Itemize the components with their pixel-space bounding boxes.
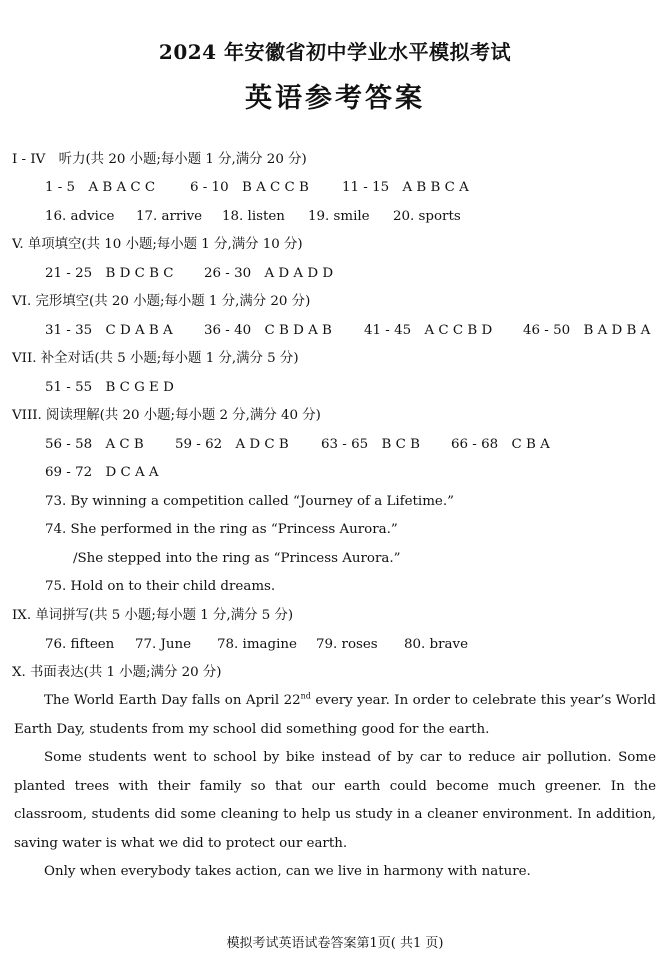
section-heading-writing: X. 书面表达(共 1 小题;满分 20 分) [12, 665, 222, 680]
answer-word: 18. listen [222, 209, 285, 224]
section-heading-listening: I - IV 听力(共 20 小题;每小题 1 分,满分 20 分) [12, 152, 307, 167]
section-heading-single-choice: V. 单项填空(共 10 小题;每小题 1 分,满分 10 分) [12, 237, 303, 252]
exam-title: 2024 年安徽省初中学业水平模拟考试 [158, 40, 512, 64]
answer-word: 77. June [135, 637, 192, 652]
section-heading-dialogue: VII. 补全对话(共 5 小题;每小题 1 分,满分 5 分) [12, 351, 299, 366]
answer-sentence-74-alt: /She stepped into the ring as “Princess Aurora.” [73, 551, 401, 566]
answer-group: 6 - 10 B A C C B [190, 180, 309, 195]
section-heading-spelling: IX. 单词拼写(共 5 小题;每小题 1 分,满分 5 分) [12, 608, 294, 623]
answer-word: 20. sports [393, 209, 461, 224]
answer-group: 63 - 65 B C B [321, 437, 420, 452]
answer-group: 66 - 68 C B A [451, 437, 550, 452]
section-heading-reading: VIII. 阅读理解(共 20 小题;每小题 2 分,满分 40 分) [12, 408, 321, 423]
answer-word: 79. roses [316, 637, 378, 652]
answer-group: 56 - 58 A C B [45, 437, 144, 452]
answer-group: 1 - 5 A B A C C [45, 180, 156, 195]
essay-paragraph-2: Some students went to school by bike instead of by car to reduce air pollution. Some planted trees with their family so that our earth could become much greener. In the classroom, students did some cleaning to help us study in a cleaner environment. In addition, saving water is what we did to protect our earth. [14, 750, 656, 851]
answer-group: 46 - 50 B A D B A [523, 323, 651, 338]
answer-group: 26 - 30 A D A D D [204, 266, 334, 281]
answer-sentence-73: 73. By winning a competition called “Journey of a Lifetime.” [45, 494, 454, 509]
page-footer: 模拟考试英语试卷答案第1页( 共1 页) [226, 936, 444, 951]
answer-word: 16. advice [45, 209, 115, 224]
answer-sentence-75: 75. Hold on to their child dreams. [45, 579, 276, 594]
essay-paragraph-3: Only when everybody takes action, can we live in harmony with nature. [44, 864, 531, 879]
essay-paragraph-1: The World Earth Day falls on April 22nd every year. In order to celebrate this year’s World Earth Day, students from my school did something good for the earth. [14, 691, 656, 737]
answer-group: 36 - 40 C B D A B [204, 323, 332, 338]
section-heading-cloze: VI. 完形填空(共 20 小题;每小题 1 分,满分 20 分) [12, 294, 311, 309]
answer-group: 21 - 25 B D C B C [45, 266, 174, 281]
answer-word: 80. brave [404, 637, 468, 652]
answer-word: 76. fifteen [45, 637, 115, 652]
answer-word: 19. smile [308, 209, 370, 224]
answer-group: 31 - 35 C D A B A [45, 323, 173, 338]
answer-group: 11 - 15 A B B C A [342, 180, 469, 195]
answer-word: 78. imagine [217, 637, 297, 652]
answer-group: 59 - 62 A D C B [175, 437, 289, 452]
answer-sentence-74: 74. She performed in the ring as “Princess Aurora.” [45, 522, 398, 537]
answer-group: 69 - 72 D C A A [45, 465, 159, 480]
page-title: 英语参考答案 [245, 83, 425, 114]
answer-group: 41 - 45 A C C B D [364, 323, 493, 338]
answer-group: 51 - 55 B C G E D [45, 380, 174, 395]
answer-word: 17. arrive [136, 209, 203, 224]
